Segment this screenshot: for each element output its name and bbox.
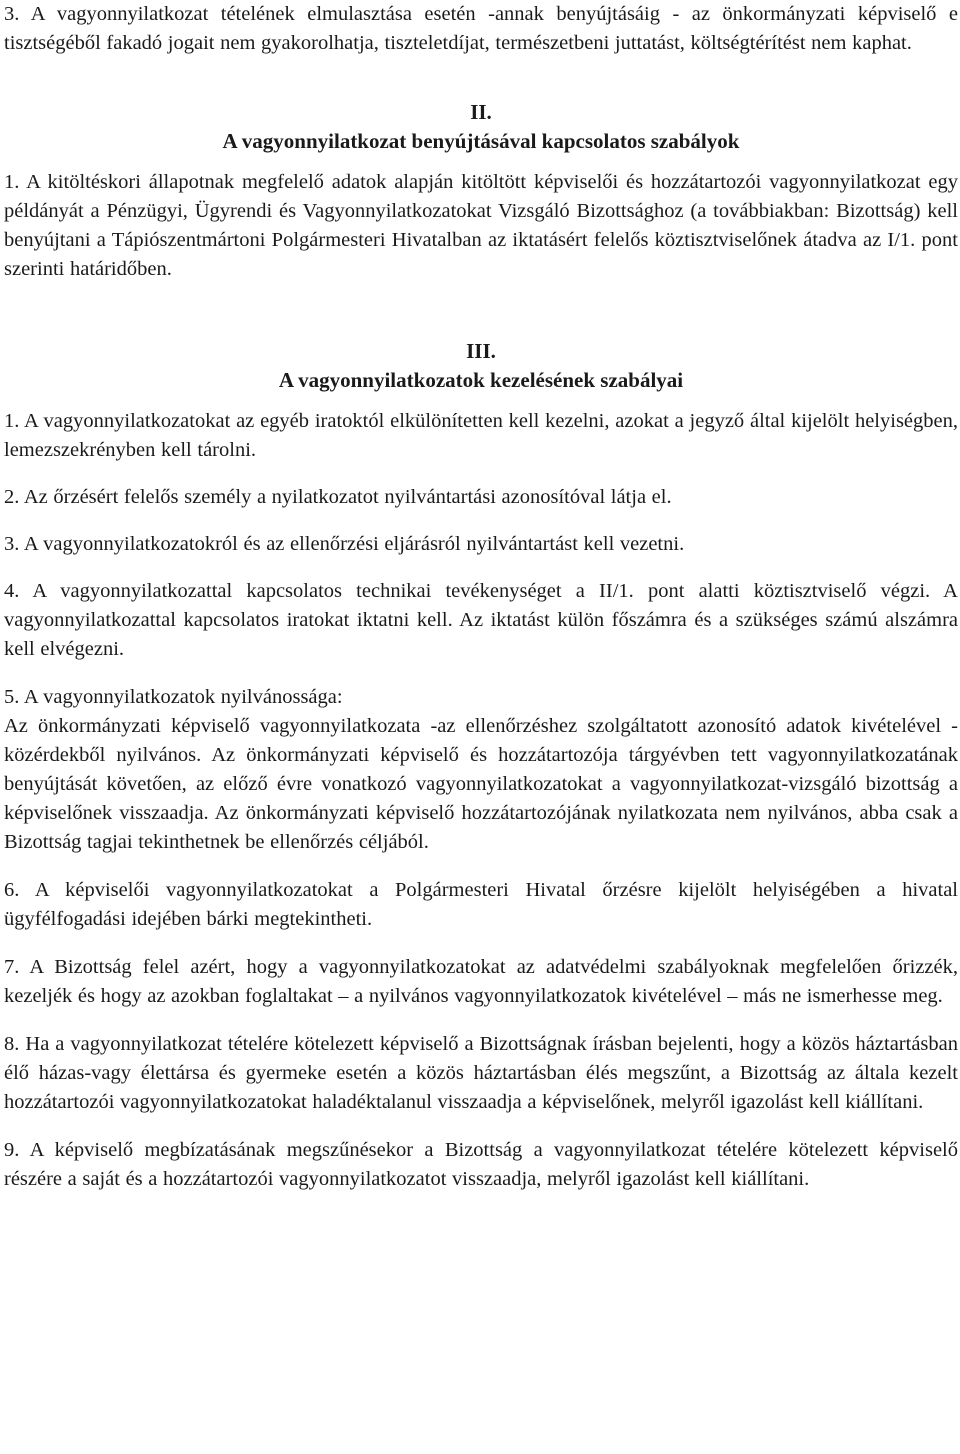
section-iii-paragraph-9: 9. A képviselő megbízatásának megszűnésekor a Bizottság a vagyonnyilatkozat tételére kötelezett képviselő részére a saját és a hozzátartozói vagyonnyilatkozatot visszaadja, melyről igazolást kell kiállítani. (4, 1139, 958, 1190)
section-iii-title: A vagyonnyilatkozatok kezelésének szabályai (278, 368, 684, 392)
section-ii-paragraph-1: 1. A kitöltéskori állapotnak megfelelő adatok alapján kitöltött képviselői és hozzátartozói vagyonnyilatkozat egy példányát a Pénzügyi, Ügyrendi és Vagyonnyilatkozatokat Vizsgáló Bizottsághoz (a továbbiakban: Bizottság) kell benyújtani a Tápiószentmártoni Polgármesteri Hivatalban az iktatásért felelős köztisztviselőnek átadva az I/1. pont szerinti határidőben. (4, 171, 958, 280)
section-iii-paragraph-7: 7. A Bizottság felel azért, hogy a vagyonnyilatkozatokat az adatvédelmi szabályoknak megfelelően őrizzék, kezeljék és hogy az azokban foglaltakat – a nyilvános vagyonnyilatkozatok kivételével – más ne ismerhesse meg. (4, 956, 958, 1007)
section-iii-paragraph-4: 4. A vagyonnyilatkozattal kapcsolatos technikai tevékenységet a II/1. pont alatti köztisztviselő végzi. A vagyonnyilatkozattal kapcsolatos iratokat iktatni kell. Az iktatást külön főszámra és a szükséges számú alszámra kell elvégezni. (4, 580, 958, 660)
document-page (4, 0, 958, 1194)
section-iii-paragraph-2: 2. Az őrzésért felelős személy a nyilatkozatot nyilvántartási azonosítóval látja el. (4, 486, 672, 508)
section-iii-paragraph-6: 6. A képviselői vagyonnyilatkozatokat a Polgármesteri Hivatal őrzésre kijelölt helyiségében a hivatal ügyfélfogadási idejében bárki megtekintheti. (4, 879, 958, 930)
section-iii-paragraph-5-heading: 5. A vagyonnyilatkozatok nyilvánossága: (4, 686, 343, 708)
section-ii-title: A vagyonnyilatkozat benyújtásával kapcsolatos szabályok (222, 129, 740, 153)
intro-paragraph-3: 3. A vagyonnyilatkozat tételének elmulasztása esetén -annak benyújtásáig - az önkormányzati képviselő e tisztségéből fakadó jogait nem gyakorolhatja, tiszteletdíjat, természetbeni juttatást, költségtérítést nem kaphat. (4, 3, 958, 54)
section-iii-number: III. (466, 339, 496, 363)
section-iii-paragraph-3: 3. A vagyonnyilatkozatokról és az ellenőrzési eljárásról nyilvántartást kell vezetni. (4, 533, 685, 555)
section-iii-paragraph-1: 1. A vagyonnyilatkozatokat az egyéb iratoktól elkülönítetten kell kezelni, azokat a jegyző által kijelölt helyiségben, lemezszekrényben kell tárolni. (4, 410, 958, 461)
section-iii-paragraph-8: 8. Ha a vagyonnyilatkozat tételére kötelezett képviselő a Bizottságnak írásban bejelenti, hogy a közös háztartásban élő házas-vagy élettársa és gyermeke esetén a közös háztartásban élés megszűnt, a Bizottság az általa kezelt hozzátartozói vagyonnyilatkozatokat haladéktalanul visszaadja a képviselőnek, melyről igazolást kell kiállítani. (4, 1033, 958, 1113)
section-ii-number: II. (470, 100, 492, 124)
section-iii-paragraph-5-body: Az önkormányzati képviselő vagyonnyilatkozata -az ellenőrzéshez szolgáltatott azonosító adatok kivételével -közérdekből nyilvános. Az önkormányzati képviselő és hozzátartozója tárgyévben tett vagyonnyilatkozatának benyújtását követően, az előző évre vonatkozó vagyonnyilatkozatokat a vagyonnyilatkozat-vizsgáló bizottság a képviselőnek visszaadja. Az önkormányzati képviselő hozzátartozójának nyilatkozata nem nyilvános, abba csak a Bizottság tagjai tekinthetnek be ellenőrzés céljából. (4, 715, 958, 853)
